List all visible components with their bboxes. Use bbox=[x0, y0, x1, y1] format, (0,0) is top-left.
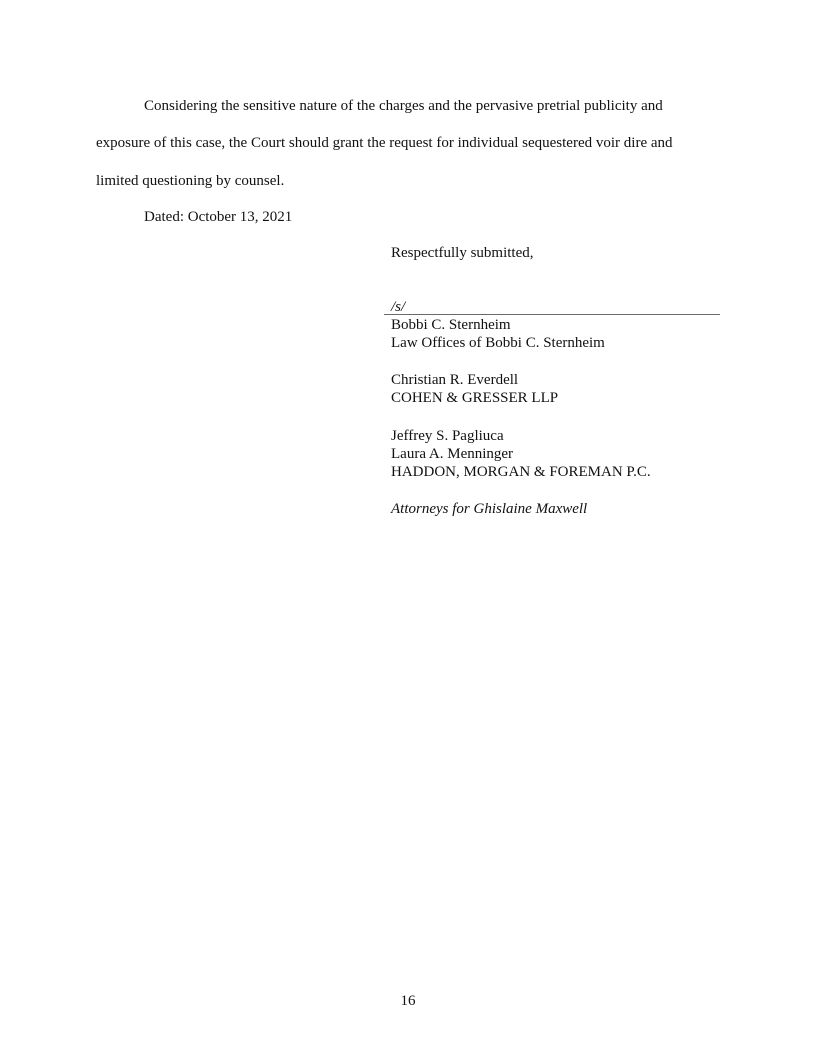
dated-line: Dated: October 13, 2021 bbox=[144, 209, 293, 225]
signature-line bbox=[384, 314, 720, 315]
attorney-name-4: Laura A. Menninger bbox=[391, 446, 514, 462]
attorney-name-2: Christian R. Everdell bbox=[391, 372, 519, 388]
firm-name-1: Law Offices of Bobbi C. Sternheim bbox=[391, 335, 605, 351]
closing: Respectfully submitted, bbox=[391, 245, 534, 261]
page-number: 16 bbox=[400, 993, 416, 1009]
slash-signature: /s/ bbox=[391, 299, 406, 315]
paragraph-line-3: limited questioning by counsel. bbox=[96, 173, 285, 189]
firm-name-3: HADDON, MORGAN & FOREMAN P.C. bbox=[391, 464, 651, 480]
attorney-name-3: Jeffrey S. Pagliuca bbox=[391, 428, 504, 444]
paragraph-line-2: exposure of this case, the Court should grant the request for individual sequestered voir dire and bbox=[96, 135, 673, 151]
paragraph-line-1: Considering the sensitive nature of the charges and the pervasive pretrial publicity and bbox=[144, 98, 663, 114]
attorneys-for: Attorneys for Ghislaine Maxwell bbox=[391, 501, 588, 517]
firm-name-2: COHEN & GRESSER LLP bbox=[391, 390, 559, 406]
attorney-name-1: Bobbi C. Sternheim bbox=[391, 317, 511, 333]
